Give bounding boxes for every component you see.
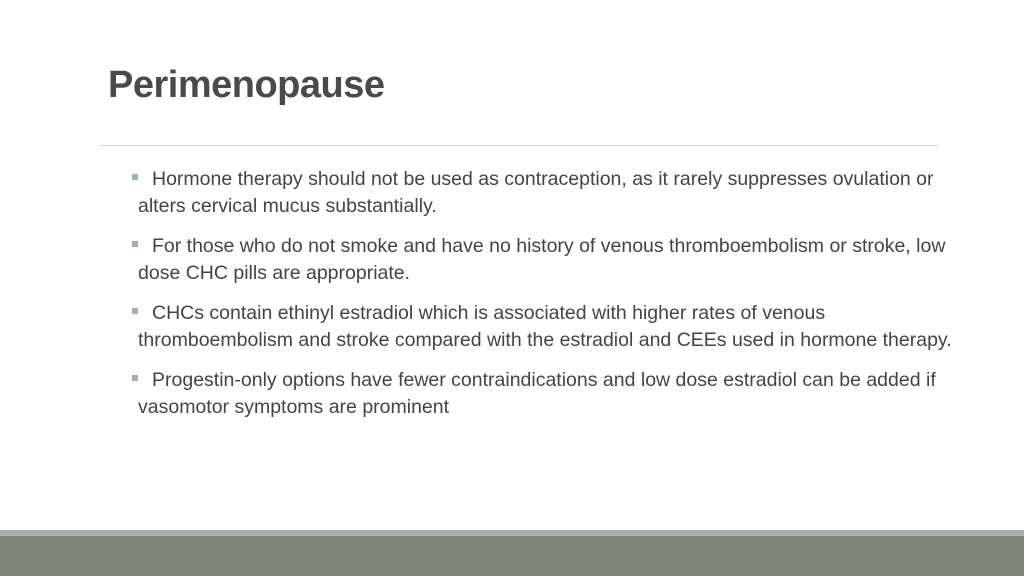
bullet-text: Progestin-only options have fewer contraindications and low dose estradiol can be added if vasomotor symptoms are prominent [138, 369, 936, 418]
slide-title: Perimenopause [108, 64, 385, 106]
bullet-item [138, 367, 978, 421]
square-bullet-icon [132, 375, 138, 381]
bullet-list [138, 166, 978, 434]
bullet-item [138, 233, 978, 287]
bullet-item [138, 166, 978, 220]
bullet-item [138, 300, 978, 354]
bullet-text: Hormone therapy should not be used as contraception, as it rarely suppresses ovulation or alters cervical mucus substantially. [138, 168, 934, 217]
square-bullet-icon [132, 241, 138, 247]
title-divider [100, 145, 938, 146]
square-bullet-icon [132, 174, 138, 180]
square-bullet-icon [132, 308, 138, 314]
footer-band [0, 536, 1024, 576]
bullet-text: For those who do not smoke and have no history of venous thromboembolism or stroke, low dose CHC pills are appropriate. [138, 235, 946, 284]
bullet-text: CHCs contain ethinyl estradiol which is associated with higher rates of venous thromboembolism and stroke compared with the estradiol and CEEs used in hormone therapy. [138, 302, 952, 351]
